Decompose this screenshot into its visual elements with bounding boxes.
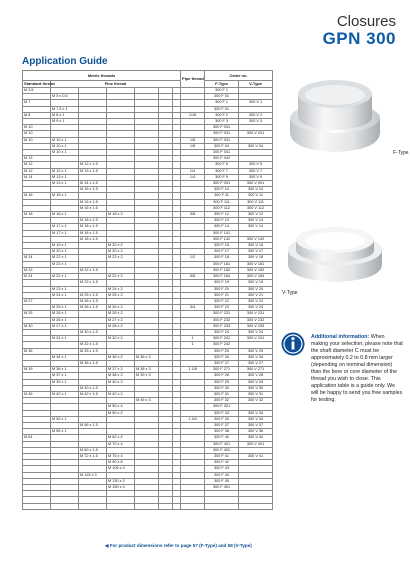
table-cell: M 36 x 1.5 [79,360,107,366]
table-cell: M 5 x 0.5 [51,94,79,100]
table-cell: M 15 x 1 [51,193,79,199]
table-cell: 300 V 111 [239,199,273,205]
table-cell: M 25 x 2 [107,292,135,298]
table-cell: 300 F 231 [205,311,239,317]
table-cell: M 72 x 1.5 [79,453,107,459]
table-cell: 300 V 2 [239,112,273,118]
table-cell: M 7 [23,100,51,106]
table-cell: 300 F 2 [205,112,239,118]
table-cell: 300 F 04 [205,143,239,149]
header-subtitle: Closures [336,13,396,30]
table-cell: 300 F 242 [205,342,239,348]
table-cell: 300 F 11 [205,193,239,199]
table-cell: 300 V 30 [239,385,273,391]
info-body: When making your selection, please note that the shaft diameter C must be approximately 0.2 to 0.8 mm larger (depending on nominal dimension) than the bore or core diameter of the thread you wish to close. This application table is a guide only. We will be happy to send you free samples for testing. [311,334,403,403]
table-cell: 300 F 32 [205,398,239,404]
table-cell: M 150 x 3 [107,485,135,491]
table-cell: M 75 x 4 [107,453,135,459]
table-cell: M 16 x 1.5 [79,205,107,211]
table-cell: 300 F 3 [205,119,239,125]
table-cell: 300 F 01 [205,106,239,112]
table-cell: M 45 [23,391,51,397]
table-cell: M 22 x 1 [51,255,79,261]
table-cell: 300 V 14 [239,224,273,230]
table-cell: 300 F 5 [205,162,239,168]
table-cell: M 26 x 2 [107,305,135,311]
table-cell: 300 V 233 [239,323,273,329]
v-type-label: V-Type [282,290,298,296]
table-cell: M 125 x 3 [79,472,107,478]
table-cell: 300 F 34 [205,416,239,422]
header-standard: Standard thread [24,81,55,87]
table-cell: 300 V 25 [239,348,273,354]
table-cell: M 50 x 4 [107,404,135,410]
table-cell: 1/16 [181,112,205,118]
table-cell: 300 F 23 [205,305,239,311]
table-cell: 300 F 233 [205,323,239,329]
table-cell: 300 F 30 [205,385,239,391]
table-cell: 300 V 112 [239,205,273,211]
info-title: Additional information: [311,334,370,340]
table-cell: M 10 x 1 [51,137,79,143]
table-cell: M 22 x 2 [107,274,135,280]
table-cell: M 56 x 1 [51,429,79,435]
table-cell: M 18 x 1.5 [79,224,107,230]
table-cell: 300 F 28 [205,373,239,379]
f-type-label: F-Type [393,150,409,156]
table-cell: 300 F 14 [205,224,239,230]
table-cell: 300 F 41 [205,453,239,459]
table-cell: 300 V 33 [239,410,273,416]
table-cell: 300 V 31 [239,391,273,397]
table-cell: 300 V 21 [239,292,273,298]
table-cell: 300 V 22 [239,298,273,304]
table-cell: 300 F 321 [205,404,239,410]
table-cell: 300 V 19 [239,280,273,286]
table-cell: 300 F 7 [205,168,239,174]
table-cell [51,503,79,509]
table-cell: 300 F 141 [205,230,239,236]
table-cell: M 45 x 3 [135,398,159,404]
table-cell: M 10 x 1 [51,143,79,149]
table-cell: 300 V 9 [239,174,273,180]
table-cell: M 42 x 2 [107,391,135,397]
table-row [23,503,273,509]
table-cell: M 25 x 1 [51,305,79,311]
table-cell: 300 F 13 [205,218,239,224]
table-cell: 300 F 112 [205,205,239,211]
table-cell: M 42 x 1.5 [79,391,107,397]
table-cell: M 13 x 1 [51,181,79,187]
table-cell: M 42 x 1 [51,391,79,397]
table-cell: 1 [181,342,205,348]
header-title: GPN 300 [322,29,396,48]
table-cell: 300 F 17 [205,249,239,255]
f-type-closure-icon [282,70,388,162]
table-cell: 300 F 31 [205,391,239,397]
table-cell [23,503,51,509]
table-cell: M 37 x 1 [51,373,79,379]
table-cell: 300 V 15 [239,243,273,249]
table-cell: 300 V 17 [239,249,273,255]
table-cell: 300 F 37 [205,422,239,428]
table-cell: M 36 x 2 [107,354,135,360]
table-cell: 300 V 7 [239,168,273,174]
table-cell: M 24 [23,255,51,261]
table-cell: 300 V 27 [239,360,273,366]
guide-title: Application Guide [22,56,108,67]
table-cell: 300 F 21 [205,292,239,298]
table-cell: 300 V 031 [239,131,273,137]
table-cell: 300 V 41 [239,453,273,459]
table-cell: 300 V 28 [239,373,273,379]
table-cell: 300 V 04 [239,143,273,149]
f-type-image [282,70,388,162]
table-cell: 1/2 [181,255,205,261]
table-cell: 1/4 [181,174,205,180]
table-cell: 300 V 1 [239,100,273,106]
table-cell: 300 V 11 [239,193,273,199]
table-cell: 300 V 232 [239,317,273,323]
table-cell: 300 V 13 [239,218,273,224]
table-cell: 300 V 091 [239,181,273,187]
table-cell: 3/4 [181,305,205,311]
table-cell: 300 F 10 [205,187,239,193]
table-cell: 1/8 [181,137,205,143]
table-cell: 300 F 184 [205,274,239,280]
table-cell: M 36 x 3 [135,354,159,360]
table-cell: 300 F 042 [205,156,239,162]
table-cell: M 16 [23,193,51,199]
table-cell: 300 F 111 [205,199,239,205]
table-cell: M 8 [23,112,51,118]
table-cell: M 10 x 1 [51,150,79,156]
table-cell: 300 V 5 [239,162,273,168]
header-order: Order no. [205,71,273,81]
table-cell: M 27 x 2 [107,317,135,323]
table-cell: M 34 x 1 [51,354,79,360]
table-cell: M 40 x 1.5 [79,385,107,391]
table-cell: M 18 [23,212,51,218]
table-cell: 300 V 38 [239,429,273,435]
table-cell: 300 V 20 [239,286,273,292]
table-cell: M 39 x 1 [51,379,79,385]
table-cell [205,503,239,509]
header-pipe: Pipe thread [181,71,205,88]
table-cell: 300 V 34 [239,416,273,422]
table-cell: 300 F 12 [205,212,239,218]
table-cell: 300 F 38 [205,429,239,435]
table-cell: 300 F 29 [205,379,239,385]
table-cell: 300 V 26 [239,354,273,360]
table-cell: M 36 [23,348,51,354]
table-cell: 1/4 [181,168,205,174]
table-cell: 300 F 33 [205,410,239,416]
table-cell: 300 V 23 [239,305,273,311]
table-cell: M 60 x 1.5 [79,447,107,453]
table-cell: 300 F 1 [205,100,239,106]
table-cell [239,503,273,509]
table-cell: 300 V 181 [239,261,273,267]
table-cell: 300 F 451 [205,485,239,491]
table-cell: M 24 x 1 [51,292,79,298]
table-cell: M 24 x 2 [107,286,135,292]
table-cell: 300 F 25 [205,348,239,354]
table-cell: 300 F 43 [205,466,239,472]
table-cell: M 52 x 1 [51,416,79,422]
table-cell: M 10 [23,137,51,143]
table-cell [181,503,205,509]
page-header [323,14,396,48]
header-ftype: F-Type [205,81,239,88]
table-cell: M 26 x 1.5 [79,305,107,311]
table-cell: M 62 x 4 [107,435,135,441]
table-cell: 300 F 181 [205,261,239,267]
info-icon [281,332,305,356]
table-cell [79,503,107,509]
table-cell: 1 [181,336,205,342]
table-cell: 300 F 232 [205,317,239,323]
table-cell: 300 V 241 [239,336,273,342]
table-cell: 1 1/8 [181,367,205,373]
table-cell: M 36 x 1 [51,367,79,373]
table-cell: 300 F 9 [205,174,239,180]
table-cell: 3/8 [181,212,205,218]
table-body [23,88,273,510]
table-cell: 300 F 18 [205,255,239,261]
table-cell: M 18 x 1.5 [79,236,107,242]
table-cell: 300 F 40 [205,435,239,441]
table-cell: M 16 x 1.5 [79,199,107,205]
table-cell: 300 V 271 [239,367,273,373]
table-cell: M 17 x 1 [51,224,79,230]
table-cell: 300 F 402 [205,447,239,453]
table-cell: M 14 x 1.5 [79,181,107,187]
table-cell: M 50 x 2 [107,410,135,416]
table-cell: M 19 x 1 [51,243,79,249]
table-cell: 300 F 401 [205,441,239,447]
table-cell: 300 F 26 [205,354,239,360]
table-cell: 300 F 15 [205,243,239,249]
table-cell: 300 V 142 [239,236,273,242]
v-type-closure-icon [282,210,388,302]
table-cell: 300 F 24 [205,329,239,335]
additional-information [311,334,403,404]
table-cell: M 27 [23,298,51,304]
table-cell: 300 V 40 [239,435,273,441]
table-cell: M 70 x 4 [107,441,135,447]
v-type-image [282,210,388,302]
table-cell: 300 F 44 [205,472,239,478]
table-cell: 300 V 401 [239,441,273,447]
table-cell: 300 F 01 [205,94,239,100]
table-cell: M 32 x 1.5 [79,342,107,348]
table-cell: 300 F 45 [205,478,239,484]
table-cell: 300 F 19 [205,280,239,286]
table-cell: 300 V 3 [239,119,273,125]
table-cell: M 23 x 1 [51,286,79,292]
header-metric: Metric threads [23,71,181,81]
table-cell: 300 F 20 [205,286,239,292]
table-cell: M 26 x 1 [51,317,79,323]
table-cell: M 130 x 3 [107,478,135,484]
table-cell: M 15 x 1.5 [79,187,107,193]
table-cell: M 25 x 1.5 [79,292,107,298]
table-cell: M 56 x 1.5 [79,422,107,428]
table-cell: M 38 x 2 [107,373,135,379]
table-cell: M 39 x 3 [135,373,159,379]
table-cell: M 26 x 1 [51,311,79,317]
table-cell: M 12 x 1.5 [79,162,107,168]
table-cell: 300 F 142 [205,236,239,242]
table-cell: M 8 x 1 [51,112,79,118]
table-cell: 300 F 182 [205,267,239,273]
table-cell: 300 V 184 [239,274,273,280]
table-cell: M 26 x 2 [107,311,135,317]
table-cell: 300 F 091 [205,181,239,187]
table-cell: M 28 x 2 [107,323,135,329]
table-cell [159,503,173,509]
table-cell: M 3.5 [23,88,51,94]
table-cell: M 12 x 1 [51,168,79,174]
table-cell: M 20 x 2 [107,243,135,249]
table-cell: M 22 [23,267,51,273]
header-fine: Fine thread [51,81,181,88]
table-cell: M 38 x 3 [135,367,159,373]
table-cell: M 30 x 1.5 [79,329,107,335]
table-cell [107,503,135,509]
table-cell: 1/8 [181,143,205,149]
table-cell: 300 F 1 [205,88,239,94]
table-cell [173,503,181,509]
table-cell: M 23 x 2 [107,255,135,261]
table-cell: M 64 [23,435,51,441]
table-cell: 5/8 [181,274,205,280]
table-cell: M 9 x 1 [51,119,79,125]
table-cell: M 30 [23,323,51,329]
table-cell: 1 3/4 [181,416,205,422]
table-cell: M 18 x 2 [107,212,135,218]
table-cell: 300 F 22 [205,298,239,304]
table-cell: M 14 [23,174,51,180]
table-cell: 300 V 12 [239,212,273,218]
table-cell: M 25 [23,311,51,317]
table-cell: M 12 [23,168,51,174]
table-cell: 300 V 37 [239,422,273,428]
table-cell: M 18 x 1.5 [79,230,107,236]
table-cell: 300 F 031 [205,137,239,143]
table-cell: M 105 x 3 [107,466,135,472]
table-cell: M 22 x 1.5 [79,280,107,286]
table-cell: M 10 [23,125,51,131]
table-cell: 300 F 42 [205,460,239,466]
table-cell: M 7.5 x 1 [51,106,79,112]
table-cell: M 32 x 2 [107,336,135,342]
table-cell: 300 V 231 [239,311,273,317]
table-cell: 300 V 24 [239,329,273,335]
application-table [22,70,273,510]
table-cell: M 37 x 2 [107,367,135,373]
table-cell: M 22 x 1 [51,261,79,267]
table-cell: 300 F 031 [205,125,239,131]
table-cell: M 12 [23,156,51,162]
table-cell: M 17 x 1 [51,230,79,236]
table-cell: 300 F 241 [205,336,239,342]
table-cell [135,503,159,509]
table-cell: M 27 x 1 [51,323,79,329]
table-cell: 300 F 031 [205,131,239,137]
table-cell: 300 F 041 [205,150,239,156]
table-cell: M 22 x 1.5 [79,267,107,273]
table-cell: M 13 x 1 [51,174,79,180]
table-cell: M 16 x 1 [51,212,79,218]
table-cell: 300 F 27 [205,360,239,366]
table-cell: M 13 x 1.5 [79,168,107,174]
table-cell: 300 V 182 [239,267,273,273]
table-cell: M 20 x 2 [107,249,135,255]
table-cell: M 33 x 1.5 [79,348,107,354]
table-cell: M 24 [23,274,51,280]
table-cell: M 22 x 1 [51,274,79,280]
table-cell: M 12 [23,162,51,168]
header-vtype: V-Type [239,81,273,88]
table-cell: M 31 x 1 [51,336,79,342]
table-cell: M 26 x 1.5 [79,298,107,304]
table-cell: M 90 x 6 [107,460,135,466]
table-cell: 300 F 271 [205,367,239,373]
table-cell: 300 V 10 [239,187,273,193]
table-cell: M 20 x 1 [51,249,79,255]
table-cell: M 18 x 1.5 [79,218,107,224]
table-cell: 300 V 29 [239,379,273,385]
dimensions-footnote[interactable]: ◀ For product dimensions refer to page 57 (F-Type) and 58 (V-Type) [105,543,252,548]
table-cell: M 10 [23,131,51,137]
table-cell: M 39 [23,367,51,373]
table-cell: 300 V 32 [239,398,273,404]
table-cell: 300 V 18 [239,255,273,261]
table-cell: M 40 x 2 [107,379,135,385]
